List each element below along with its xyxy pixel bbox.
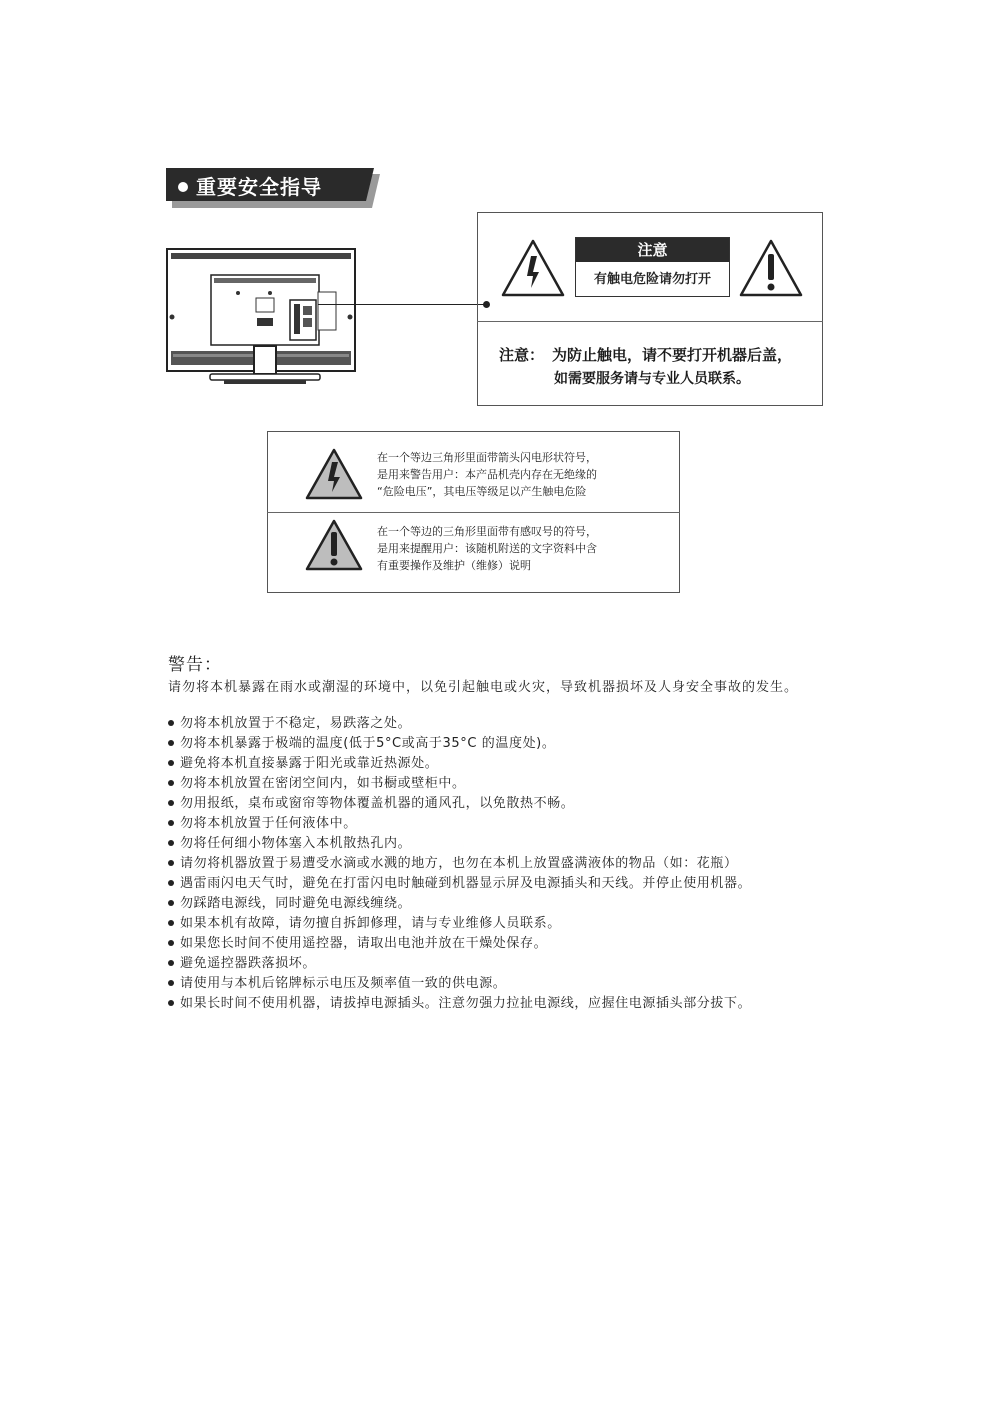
section-header-banner — [166, 168, 380, 208]
bullet-icon — [178, 182, 188, 192]
bullet-icon — [168, 780, 174, 786]
bullet-icon — [168, 840, 174, 846]
list-item: 如果本机有故障，请勿擅自拆卸修理，请与专业维修人员联系。 — [168, 914, 751, 934]
list-item: 勿将本机放置于任何液体中。 — [168, 814, 751, 834]
list-item: 勿踩踏电源线，同时避免电源线缠绕。 — [168, 894, 751, 914]
list-item: 勿将本机放置于不稳定，易跌落之处。 — [168, 714, 751, 734]
symbol-description-lightning: 在一个等边三角形里面带箭头闪电形状符号， 是用来警告用户：本产品机壳内存在无绝缘的 “危险电压”，其电压等级足以产生触电危险 — [377, 451, 597, 498]
bullet-icon — [168, 720, 174, 726]
bullet-icon — [168, 960, 174, 966]
warning-title: 警告： — [168, 655, 222, 675]
symbol-description-exclamation: 在一个等边的三角形里面带有感叹号的符号， 是用来提醒用户：该随机附送的文字资料中含 有重要操作及维护（维修）说明 — [377, 525, 597, 572]
tv-rear-illustration — [166, 246, 356, 388]
bullet-icon — [168, 820, 174, 826]
list-item: 勿将任何细小物体塞入本机散热孔内。 — [168, 834, 751, 854]
list-item: 避免将本机直接暴露于阳光或靠近热源处。 — [168, 754, 751, 774]
list-item: 避免遥控器跌落损坏。 — [168, 954, 751, 974]
bullet-icon — [168, 920, 174, 926]
bullet-icon — [168, 760, 174, 766]
warning-intro: 请勿将本机暴露在雨水或潮湿的环境中，以免引起触电或火灾，导致机器损坏及人身安全事故的发生。 — [168, 680, 799, 695]
symbol-divider — [267, 512, 680, 513]
list-item: 请勿将机器放置于易遭受水滴或水溅的地方，也勿在本机上放置盛满液体的物品（如：花瓶） — [168, 854, 751, 874]
caution-note-lead: 注意： — [499, 346, 545, 364]
bullet-icon — [168, 1000, 174, 1006]
section-title: 重要安全指导 — [178, 172, 322, 202]
list-item: 如果长时间不使用机器，请拔掉电源插头。注意勿强力拉扯电源线，应握住电源插头部分拔下。 — [168, 994, 751, 1014]
warning-list — [168, 714, 751, 1014]
list-item: 遇雷雨闪电天气时，避免在打雷闪电时触碰到机器显示屏及电源插头和天线。并停止使用机器。 — [168, 874, 751, 894]
caution-label-body: 有触电危险请勿打开 — [593, 272, 711, 287]
exclamation-triangle-icon — [738, 238, 804, 302]
list-item: 勿用报纸，桌布或窗帘等物体覆盖机器的通风孔，以免散热不畅。 — [168, 794, 751, 814]
caution-note-line2: 如需要服务请与专业人员联系。 — [554, 371, 750, 387]
caution-label — [575, 237, 730, 297]
list-item: 如果您长时间不使用遥控器，请取出电池并放在干燥处保存。 — [168, 934, 751, 954]
bullet-icon — [168, 800, 174, 806]
caution-note-line1: 注意： 为防止触电，请不要打开机器后盖， — [499, 346, 793, 364]
bullet-icon — [168, 940, 174, 946]
caution-label-header: 注意 — [576, 238, 729, 262]
bullet-icon — [168, 980, 174, 986]
bullet-icon — [168, 740, 174, 746]
list-item: 勿将本机暴露于极端的温度(低于5°C或高于35°C 的温度处)。 — [168, 734, 751, 754]
list-item: 请使用与本机后铭牌标示电压及频率值一致的供电源。 — [168, 974, 751, 994]
lightning-triangle-icon — [500, 238, 566, 302]
caution-divider — [477, 321, 823, 322]
lightning-triangle-icon — [304, 447, 364, 505]
list-item: 勿将本机放置在密闭空间内，如书橱或壁柜中。 — [168, 774, 751, 794]
bullet-icon — [168, 880, 174, 886]
callout-line — [318, 304, 486, 305]
bullet-icon — [168, 860, 174, 866]
exclamation-triangle-icon — [304, 518, 364, 576]
bullet-icon — [168, 900, 174, 906]
